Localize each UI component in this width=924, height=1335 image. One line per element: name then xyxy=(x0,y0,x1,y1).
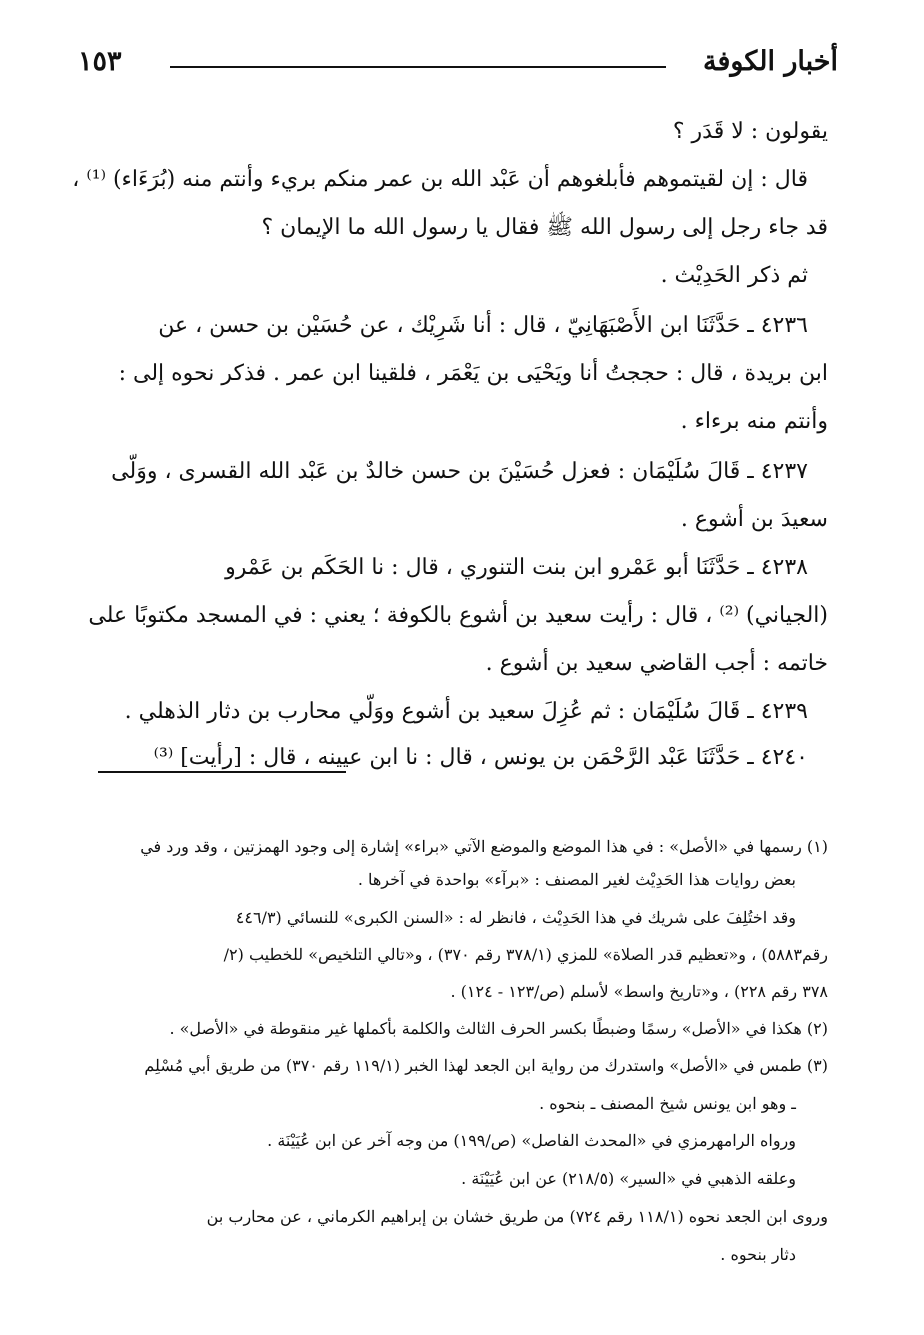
footnote-line: ٣٧٨ رقم ٢٢٨) ، و«تاريخ واسط» لأسلم (ص/١٢٣ - ١٢٤) . xyxy=(450,982,828,1001)
hadith-line: ٤٢٣٦ ـ حَدَّثَنَا ابن الأَصْبَهَانِيّ ، قال : أنا شَرِيْك ، عن حُسَيْن بن حسن ، عن xyxy=(158,313,808,338)
footnote-line: وعلقه الذهبي في «السير» (٢١٨/٥) عن ابن عُيَيْنَة . xyxy=(461,1169,796,1188)
footnote-line: ورواه الرامهرمزي في «المحدث الفاصل» (ص/١٩٩) من وجه آخر عن ابن عُيَيْنَة . xyxy=(267,1131,796,1150)
footnote-line: بعض روايات هذا الحَدِيْث لغير المصنف : «برآء» بواحدة في آخرها . xyxy=(357,870,796,889)
body-line: سعيدَ بن أشوع . xyxy=(680,507,828,532)
hadith-line: ٤٢٣٨ ـ حَدَّثَنَا أبو عَمْرو ابن بنت التنوري ، قال : نا الحَكَم بن عَمْرو xyxy=(225,555,808,580)
footnote-line: (٣) طمس في «الأصل» واستدرك من رواية ابن الجعد لهذا الخبر (١١٩/١ رقم ٣٧٠) من طريق أبي مُسْلِم xyxy=(144,1056,828,1075)
header-rule xyxy=(170,66,666,68)
body-line: قد جاء رجل إلى رسول الله ﷺ فقال يا رسول الله ما الإيمان ؟ xyxy=(261,215,828,240)
footnote-line: رقم٥٨٨٣) ، و«تعظيم قدر الصلاة» للمزي (٣٧٨/١ رقم ٣٧٠) ، و«تالي التلخيص» للخطيب (٢/ xyxy=(223,945,828,964)
footnote-line: (٢) هكذا في «الأصل» رسمًا وضبطًا بكسر الحرف الثالث والكلمة بأكملها غير منقوطة في «الأصل» . xyxy=(169,1019,828,1038)
footnote-line: وروى ابن الجعد نحوه (١١٨/١ رقم ٧٢٤) من طريق خشان بن إبراهيم الكرماني ، عن محارب بن xyxy=(206,1207,828,1226)
footnote-line: دثار بنحوه . xyxy=(720,1245,796,1264)
page-header xyxy=(78,46,838,86)
hadith-line: ٤٢٣٧ ـ قَالَ سُلَيْمَان : فعزل حُسَيْنَ بن حسن خالدٌ بن عَبْد الله القسرى ، ووَلّى xyxy=(111,459,808,484)
footnote-line: ـ وهو ابن يونس شيخ المصنف ـ بنحوه . xyxy=(539,1094,796,1113)
body-line: (الجياني) ⁽²⁾ ، قال : رأيت سعيد بن أشوع بالكوفة ؛ يعني : في المسجد مكتوبًا على xyxy=(88,603,828,628)
body-line: وأنتم منه برءاء . xyxy=(680,409,828,434)
page-number: ١٥٣ xyxy=(78,46,122,77)
running-title: أخبار الكوفة xyxy=(703,46,838,77)
footnote-line: وقد اختُلِفَ على شريك في هذا الحَدِيْث ، فانظر له : «السنن الكبرى» للنسائي (٤٤٦/٣ xyxy=(235,908,796,927)
body-line: خاتمه : أجب القاضي سعيد بن أشوع . xyxy=(485,651,828,676)
body-line: يقولون : لا قَدَر ؟ xyxy=(672,119,828,144)
body-line: ثم ذكر الحَدِيْث . xyxy=(660,263,808,288)
hadith-line: ٤٢٤٠ ـ حَدَّثَنَا عَبْد الرَّحْمَن بن يونس ، قال : نا ابن عيينه ، قال : [رأيت] ⁽³⁾ xyxy=(153,745,808,770)
hadith-line: ٤٢٣٩ ـ قَالَ سُلَيْمَان : ثم عُزِلَ سعيد بن أشوع ووَلّي محارب بن دثار الذهلي . xyxy=(124,699,808,724)
body-line: ابن بريدة ، قال : حججتُ أنا ويَحْيَى بن يَعْمَر ، فلقينا ابن عمر . فذكر نحوه إلى : xyxy=(118,361,828,386)
body-line: قال : إن لقيتموهم فأبلغوهم أن عَبْد الله بن عمر منكم بريء وأنتم منه (بُرَءَاء) ⁽¹⁾ ، xyxy=(72,167,808,192)
footnote-separator xyxy=(98,771,346,773)
footnote-line: (١) رسمها في «الأصل» : في هذا الموضع والموضع الآتي «براء» إشارة إلى وجود الهمزتين ، وقد ورد في xyxy=(140,837,828,856)
